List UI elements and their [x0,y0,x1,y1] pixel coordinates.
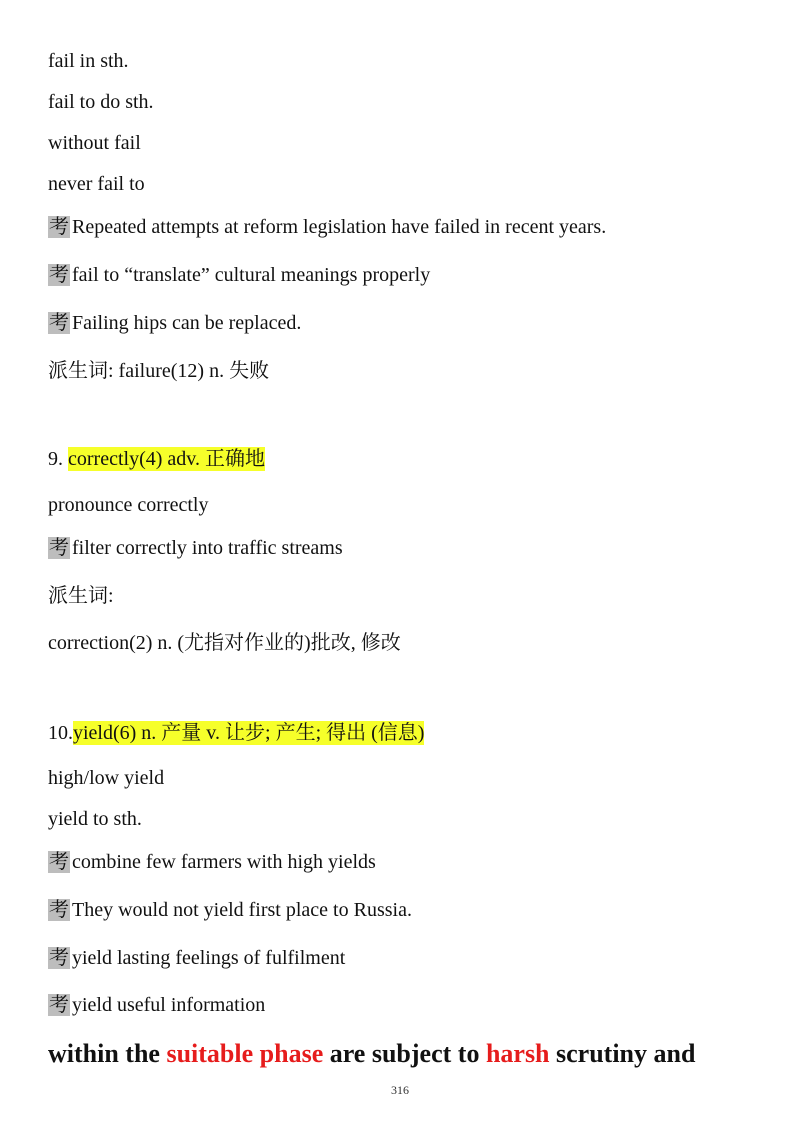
exam-marker: 考 [49,537,69,559]
exam-marker: 考 [49,216,69,238]
derivative-label: 派生词: [48,585,114,607]
example-line-3: 考 Failing hips can be replaced. [49,312,302,334]
red-emphasis: harsh [485,1039,550,1068]
exam-marker: 考 [49,264,69,286]
exam-marker: 考 [49,994,69,1016]
line-4: never fail to [48,173,145,195]
example-line-5: 考 combine few farmers with high yields [49,851,376,873]
exam-marker: 考 [49,947,69,969]
line-2: fail to do sth. [48,91,154,113]
red-emphasis: suitable phase [166,1039,324,1068]
line-pronounce: pronounce correctly [48,494,209,516]
exam-marker: 考 [49,899,69,921]
highlighted-entry: yield(6) n. 产量 v. 让步; 产生; 得出 (信息) [73,722,425,744]
derivative-correction: correction(2) n. (尤指对作业的)批改, 修改 [48,632,401,654]
entry-heading-yield: 10.yield(6) n. 产量 v. 让步; 产生; 得出 (信息) [48,722,425,744]
line-3: without fail [48,132,141,154]
line-high-low-yield: high/low yield [48,767,165,789]
page-number: 316 [391,1083,409,1097]
line-yield-to: yield to sth. [48,808,142,830]
entry-heading-correctly: 9. correctly(4) adv. 正确地 [48,448,265,470]
example-line-1: 考 Repeated attempts at reform legislation have failed in recent years. [49,216,607,238]
bottom-banner-text: within the suitable phase are subject to harsh scrutiny and [48,1039,696,1068]
example-line-8: 考 yield useful information [49,994,266,1016]
exam-marker: 考 [49,312,69,334]
example-line-7: 考 yield lasting feelings of fulfilment [49,947,346,969]
example-line-4: 考 filter correctly into traffic streams [49,537,343,559]
example-line-2: 考 fail to “translate” cultural meanings properly [49,264,431,286]
highlighted-entry: correctly(4) adv. 正确地 [68,448,265,470]
exam-marker: 考 [49,851,69,873]
line-1: fail in sth. [48,50,129,72]
derivative-failure: 派生词: failure(12) n. 失败 [48,360,270,382]
example-line-6: 考 They would not yield first place to Russia. [49,899,412,921]
